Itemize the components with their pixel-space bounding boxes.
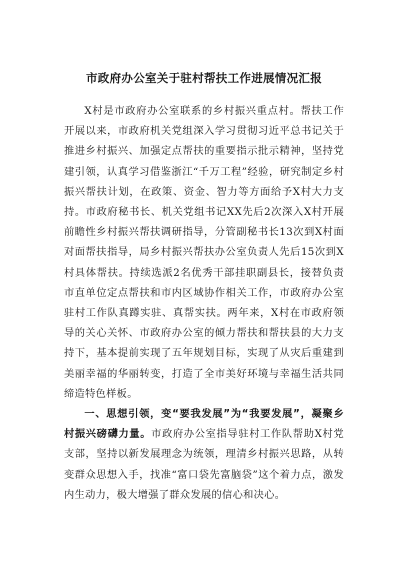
document-title: 市政府办公室关于驻村帮扶工作进展情况汇报 [86, 71, 322, 85]
paragraph-2-text: 市政府办公室指导驻村工作队帮助X村党支部，坚持以新发展理念为统领，理清乡村振兴思路，从转变群众思想入手，找准“富口袋先富脑袋”这个着力点，激发内生动力，极大增强了群众发展的信心和决心。 [64, 429, 344, 501]
body-paragraph-2 [64, 405, 344, 506]
paragraph-1-text: X村是市政府办公室联系的乡村振兴重点村。帮扶工作开展以来，市政府机关党组深入学习贯彻习近平总书记关于推进乡村振兴、加强定点帮扶的重要指示批示精神，坚持党建引领，认真学习借鉴浙江“千万工程”经验，研究制定乡村振兴帮扶计划，在政策、资金、智力等方面给予X村大力支持。市政府秘书长、机关党组书记XX先后2次深入X村开展前瞻性乡村振兴帮扶调研指导，分管副秘书长13次到X村面对面帮扶指导，局乡村振兴帮扶办公室负责人先后15次到X村具体帮扶。持续选派2名优秀干部挂职副县长，接替负责市直单位定点帮扶和市内区域协作相关工作，市政府办公室驻村工作队真蹲实驻、真帮实扶。两年来，X村在市政府领导的关心关怀、市政府办公室的倾力帮扶和帮扶县的大力支持下，基本提前实现了五年规划目标，实现了从灾后重建到美丽幸福的华丽转变，打造了全市美好环境与幸福生活共同缔造特色样板。 [64, 106, 344, 400]
section-heading-1: 一、思想引领，变“要我发展”为“我要发展”，凝聚乡村振兴磅礴力量。 [64, 409, 344, 441]
body-paragraph-1 [64, 102, 344, 405]
